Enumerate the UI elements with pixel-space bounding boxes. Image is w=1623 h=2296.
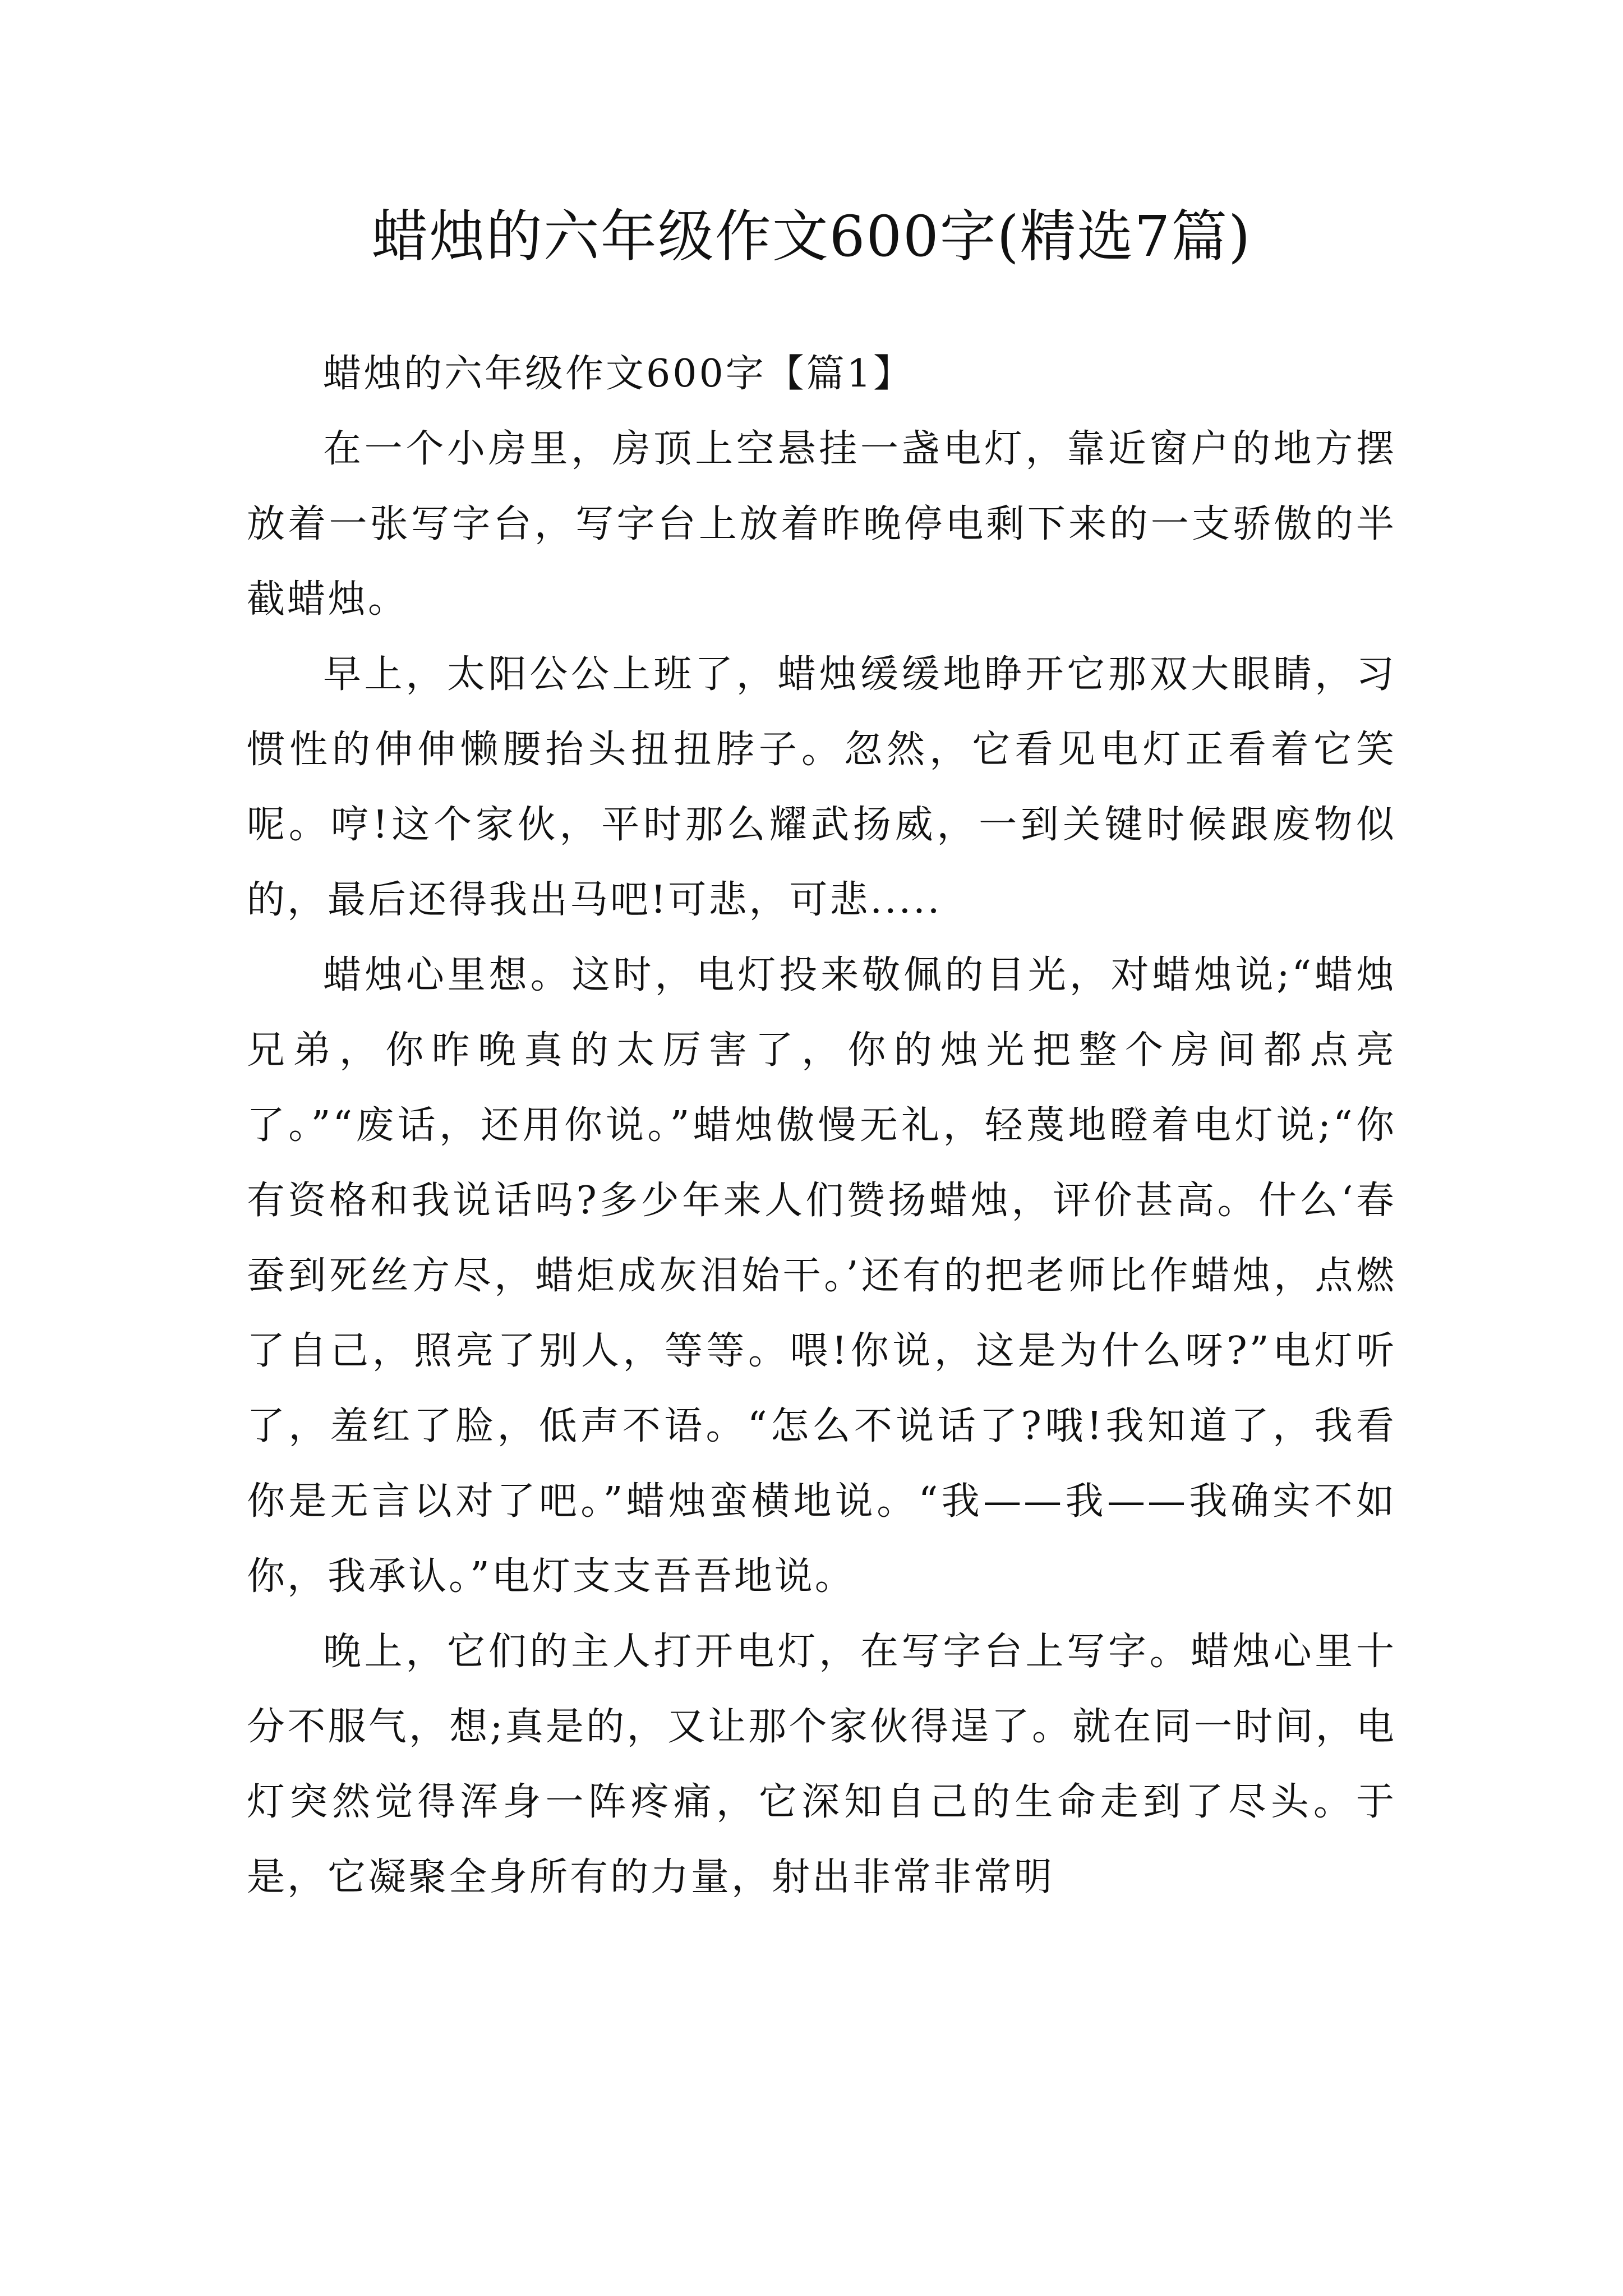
section-heading: 蜡烛的六年级作文600字【篇1】 <box>323 352 914 396</box>
paragraph-1: 在一个小房里，房顶上空悬挂一盏电灯，靠近窗户的地方摆放着一张写字台，写字台上放着昨晚停电剩下来的一支骄傲的半截蜡烛。 <box>247 427 1396 622</box>
paragraph-4: 晚上，它们的主人打开电灯，在写字台上写字。蜡烛心里十分不服气，想;真是的，又让那个家伙得逞了。就在同一时间，电灯突然觉得浑身一阵疼痛，它深知自己的生命走到了尽头。于是，它凝聚全身所有的力量，射出非常非常明 <box>247 1630 1396 1899</box>
paragraph-2: 早上，太阳公公上班了，蜡烛缓缓地睁开它那双大眼睛，习惯性的伸伸懒腰抬头扭扭脖子。忽然，它看见电灯正看着它笑呢。哼!这个家伙，平时那么耀武扬威，一到关键时候跟废物似的，最后还得我出马吧!可悲，可悲..... <box>247 652 1396 922</box>
paragraph-3: 蜡烛心里想。这时，电灯投来敬佩的目光，对蜡烛说;“蜡烛兄弟，你昨晚真的太厉害了，你的烛光把整个房间都点亮了。”“废话，还用你说。”蜡烛傲慢无礼，轻蔑地瞪着电灯说;“你有资格和我说话吗?多少年来人们赞扬蜡烛，评价甚高。什么‘春蚕到死丝方尽，蜡炬成灰泪始干。’还有的把老师比作蜡烛，点燃了自己，照亮了别人，等等。喂!你说，这是为什么呀?”电灯听了，羞红了脸，低声不语。“怎么不说话了?哦!我知道了，我看你是无言以对了吧。”蜡烛蛮横地说。“我——我——我确实不如你，我承认。”电灯支支吾吾地说。 <box>247 953 1396 1599</box>
document-title: 蜡烛的六年级作文600字(精选7篇) <box>371 204 1252 269</box>
document-body <box>247 337 1396 1915</box>
